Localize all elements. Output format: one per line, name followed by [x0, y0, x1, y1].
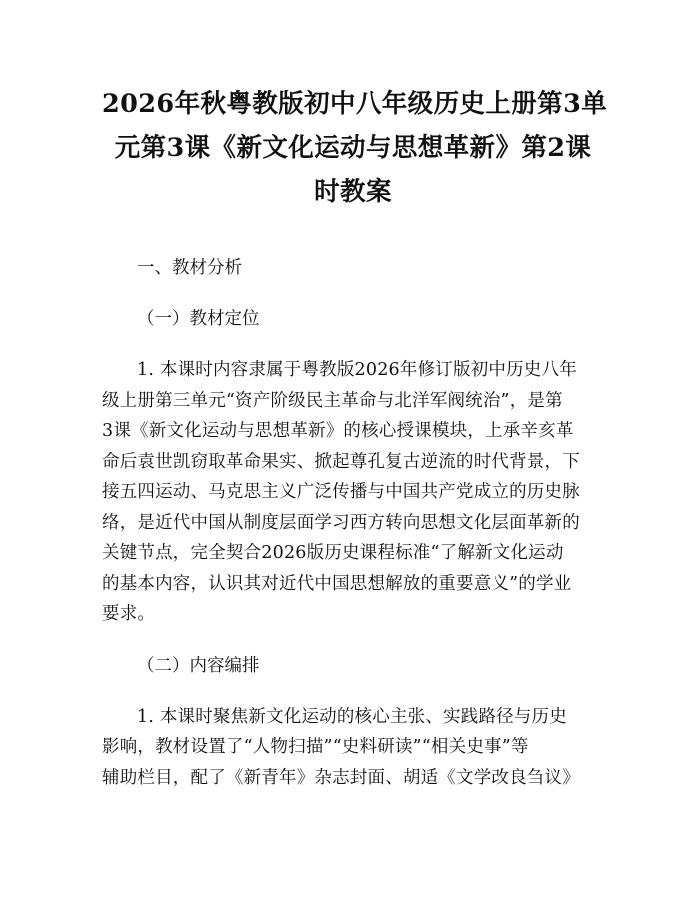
- paragraph-line: 级上册第三单元“资产阶级民主革命与北洋军阀统治”，是第: [102, 390, 563, 411]
- document-title: [102, 82, 608, 214]
- title-line: 时教案: [314, 177, 392, 207]
- paragraph-positioning: [102, 355, 604, 630]
- section-heading-textbook-analysis: 一、教材分析: [137, 258, 242, 278]
- title-line: 元第3课《新文化运动与思想革新》第2课: [114, 133, 592, 163]
- paragraph-line: 关键节点，完全契合2026版历史课程标准“了解新文化运动: [102, 543, 564, 563]
- paragraph-line: 命后袁世凯窃取革命果实、掀起尊孔复古逆流的时代背景，下: [102, 451, 580, 472]
- paragraph-line: 1. 本课时内容隶属于粤教版2026年修订版初中历史八年: [137, 360, 577, 380]
- paragraph-line: 的基本内容，认识其对近代中国思想解放的重要意义”的学业: [102, 573, 572, 594]
- subsection-heading-arrangement: （二）内容编排: [137, 655, 260, 676]
- paragraph-line: 接五四运动、马克思主义广泛传播与中国共产党成立的历史脉: [102, 482, 580, 502]
- paragraph-arrangement: [102, 702, 604, 794]
- paragraph-line: 络，是近代中国从制度层面学习西方转向思想文化层面革新的: [102, 512, 580, 533]
- paragraph-line: 1. 本课时聚焦新文化运动的核心主张、实践路径与历史: [137, 706, 567, 727]
- paragraph-line: 要求。: [102, 604, 156, 624]
- title-line: 2026年秋粤教版初中八年级历史上册第3单: [102, 89, 608, 119]
- paragraph-line: 3课《新文化运动与思想革新》的核心授课模块，上承辛亥革: [102, 421, 574, 441]
- paragraph-line: 影响，教材设置了“人物扫描”“史料研读”“相关史事”等: [102, 737, 529, 757]
- subsection-heading-positioning: （一）教材定位: [137, 309, 260, 329]
- paragraph-line: 辅助栏目，配了《新青年》杂志封面、胡适《文学改良刍议》: [102, 767, 580, 788]
